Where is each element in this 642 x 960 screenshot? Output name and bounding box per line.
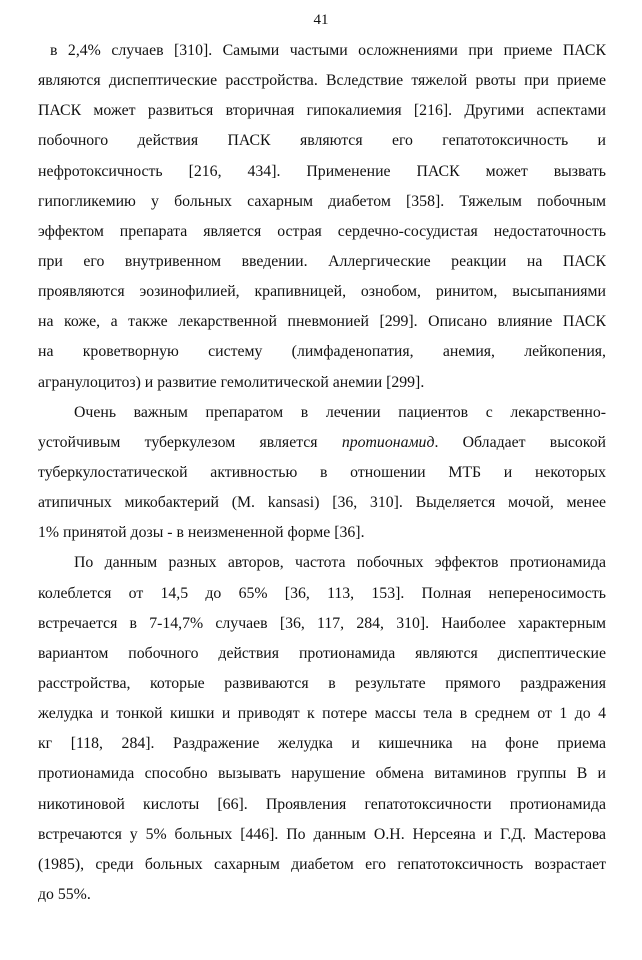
text-line: нефротоксичность [216, 434]. Применение ПАСК может вызвать <box>38 162 606 180</box>
text-line-with-italic <box>38 428 606 458</box>
text-line: встречаются у 5% больных [446]. По данным О.Н. Нерсеяна и Г.Д. Мастерова <box>38 825 606 843</box>
text-line: вариантом побочного действия протионамида являются диспептические <box>38 644 606 662</box>
text-line: колеблется от 14,5 до 65% [36, 113, 153]. Полная непереносимость <box>38 584 606 602</box>
page-number: 41 <box>313 12 329 28</box>
text-line: 1% принятой дозы - в неизмененной форме [36]. <box>38 524 365 542</box>
text-line: эффектом препарата является острая сердечно-сосудистая недостаточность <box>38 222 606 240</box>
text-line: кг [118, 284]. Раздражение желудка и кишечника на фоне приема <box>38 735 606 753</box>
text-line: побочного действия ПАСК являются его гепатотоксичность и <box>38 132 606 150</box>
text-line: встречается в 7-14,7% случаев [36, 117, 284, 310]. Наиболее характерным <box>38 614 606 632</box>
text-line: проявляются эозинофилией, крапивницей, ознобом, ринитом, высыпаниями <box>38 283 606 301</box>
text-line: туберкулостатической активностью в отношении МТБ и некоторых <box>38 463 606 481</box>
text-line: при его внутривенном введении. Аллергические реакции на ПАСК <box>38 252 606 270</box>
text-fragment: . Обладает высокой <box>434 433 606 451</box>
document-text-body <box>38 36 606 910</box>
text-line: на кроветворную систему (лимфаденопатия, анемия, лейкопения, <box>38 343 606 361</box>
text-line: никотиновой кислоты [66]. Проявления гепатотоксичности протионамида <box>38 795 606 813</box>
text-line: (1985), среди больных сахарным диабетом его гепатотоксичность возрастает <box>38 855 606 873</box>
italic-drug-name: протионамид <box>341 433 435 451</box>
text-line: желудка и тонкой кишки и приводят к потере массы тела в среднем от 1 до 4 <box>38 705 606 723</box>
text-line: агранулоцитоз) и развитие гемолитической анемии [299]. <box>38 373 425 391</box>
text-line: на коже, а также лекарственной пневмонией [299]. Описано влияние ПАСК <box>38 313 606 331</box>
text-line: ПАСК может развиться вторичная гипокалиемия [216]. Другими аспектами <box>38 102 606 120</box>
text-line: Очень важным препаратом в лечении пациентов с лекарственно- <box>74 403 606 421</box>
text-line: являются диспептические расстройства. Вследствие тяжелой рвоты при приеме <box>38 72 606 90</box>
text-line: расстройства, которые развиваются в результате прямого раздражения <box>38 674 606 692</box>
text-line: атипичных микобактерий (M. kansasi) [36, 310]. Выделяется мочой, менее <box>38 494 606 512</box>
text-fragment: устойчивым туберкулезом является <box>38 433 342 451</box>
text-line: гипогликемию у больных сахарным диабетом [358]. Тяжелым побочным <box>38 192 606 210</box>
text-line: протионамида способно вызывать нарушение обмена витаминов группы В и <box>38 765 606 783</box>
text-line: до 55%. <box>38 885 91 903</box>
text-line: в 2,4% случаев [310]. Самыми частыми осложнениями при приеме ПАСК <box>50 42 606 59</box>
text-line: По данным разных авторов, частота побочных эффектов протионамида <box>74 554 606 572</box>
